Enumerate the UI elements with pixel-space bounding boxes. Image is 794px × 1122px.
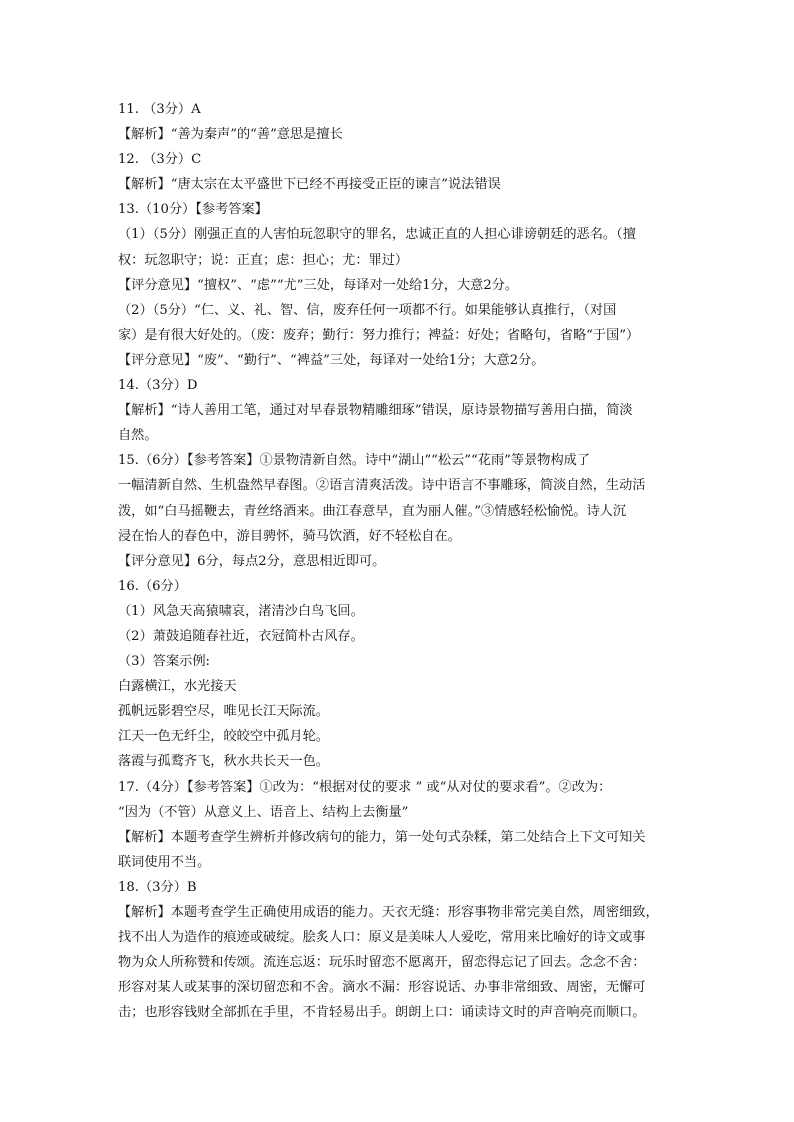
answer-16-part3-heading: （3）答案示例: xyxy=(118,654,210,670)
answer-16-example1: 白露横江，水光接天 xyxy=(118,679,237,695)
answer-16-example2: 孤帆远影碧空尽，唯见长江天际流。 xyxy=(118,704,329,720)
answer-15-line2: 一幅清新自然、生机盎然早春图。②语言清爽活泼。诗中语言不事雕琢，简淡自然，生动活 xyxy=(118,478,646,494)
answer-18: 18.（3分）B xyxy=(118,879,197,895)
analysis-17-line1: 【解析】本题考查学生辨析并修改病句的能力，第一处句式杂糅，第二处结合上下文可知关 xyxy=(118,829,646,845)
analysis-17-line2: 联词使用不当。 xyxy=(118,854,211,870)
analysis-18-line1: 【解析】本题考查学生正确使用成语的能力。天衣无缝：形容事物非常完美自然，周密细致， xyxy=(118,905,659,920)
analysis-18-line3: 物为众人所称赞和传颂。流连忘返：玩乐时留恋不愿离开，留恋得忘记了回去。念念不舍： xyxy=(118,955,646,971)
answer-13-part2-line2: 家）是有很大好处的。（废：废弃；勤行：努力推行；裨益：好处；省略句，省略“于国”） xyxy=(118,327,640,343)
answer-15-line4: 浸在怡人的春色中，游目骋怀，骑马饮酒，好不轻松自在。 xyxy=(118,528,461,544)
answer-11: 11. （3分）A xyxy=(118,102,201,117)
answer-12: 12. （3分）C xyxy=(118,152,202,168)
answer-16-example3: 江天一色无纤尘，皎皎空中孤月轮。 xyxy=(118,729,329,745)
answer-17-line1: 17.（4分）【参考答案】①改为：“根据对仗的要求 ” 或“从对仗的要求看”。②改为： xyxy=(118,779,612,795)
analysis-14-line1: 【解析】“诗人善用工笔，通过对早春景物精雕细琢”错误，原诗景物描写善用白描，简淡 xyxy=(118,403,633,419)
grading-13-part2: 【评分意见】“废”、“勤行”、“裨益”三处，每译对一处给1分；大意2分。 xyxy=(118,352,545,368)
grading-13-part1: 【评分意见】“擅权”、“虑”“尤”三处，每译对一处给1分，大意2分。 xyxy=(118,277,519,293)
answer-13-part1-line2: 权：玩忽职守；说：正直；虑：担心；尤：罪过） xyxy=(118,252,409,268)
analysis-14-line2: 自然。 xyxy=(118,428,158,444)
analysis-18-line5: 击；也形容钱财全部抓在手里，不肯轻易出手。朗朗上口：诵读诗文时的声音响亮而顺口。 xyxy=(118,1005,646,1021)
answer-15-line1: 15.（6分）【参考答案】①景物清新自然。诗中“湖山”“松云”“花雨”等景物构成了 xyxy=(118,453,591,469)
answer-17-line2: “因为（不管）从意义上、语音上、结构上去衡量” xyxy=(118,804,409,820)
analysis-18-line2: 找不出人为造作的痕迹或破绽。脍炙人口：原义是美味人人爱吃，常用来比喻好的诗文或事 xyxy=(118,930,646,946)
grading-15: 【评分意见】6分，每点2分，意思相近即可。 xyxy=(118,553,386,569)
answer-15-line3: 泼，如“白马摇鞭去，青丝络酒来。曲江春意早，直为丽人催。”③情感轻松愉悦。诗人沉 xyxy=(118,503,627,519)
answer-key-page xyxy=(118,97,678,1025)
answer-13-part1-line1: （1）（5分）刚强正直的人害怕玩忽职守的罪名，忠诚正直的人担心诽谤朝廷的恶名。（擅 xyxy=(118,227,636,243)
answer-16-part2: （2）萧鼓追随春社近，衣冠简朴古风存。 xyxy=(118,628,364,644)
answer-13-part2-line1: （2）（5分）“仁、义、礼、智、信，废弃任何一项都不行。如果能够认真推行，（对国 xyxy=(118,302,617,318)
analysis-12: 【解析】“唐太宗在太平盛世下已经不再接受正臣的谏言”说法错误 xyxy=(118,177,501,193)
answer-13-heading: 13.（10分）【参考答案】 xyxy=(118,202,268,218)
answer-16-heading: 16.（6分） xyxy=(118,578,187,594)
answer-16-part1: （1）风急天高猿啸哀，渚清沙白鸟飞回。 xyxy=(118,603,364,619)
answer-14: 14.（3分）D xyxy=(118,378,198,394)
analysis-18-line4: 形容对某人或某事的深切留恋和不舍。滴水不漏：形容说话、办事非常细致、周密，无懈可 xyxy=(118,980,646,996)
answer-16-example4: 落霞与孤鹜齐飞，秋水共长天一色。 xyxy=(118,754,329,770)
analysis-11: 【解析】“善为秦声”的“善”意思是擅长 xyxy=(118,127,343,143)
